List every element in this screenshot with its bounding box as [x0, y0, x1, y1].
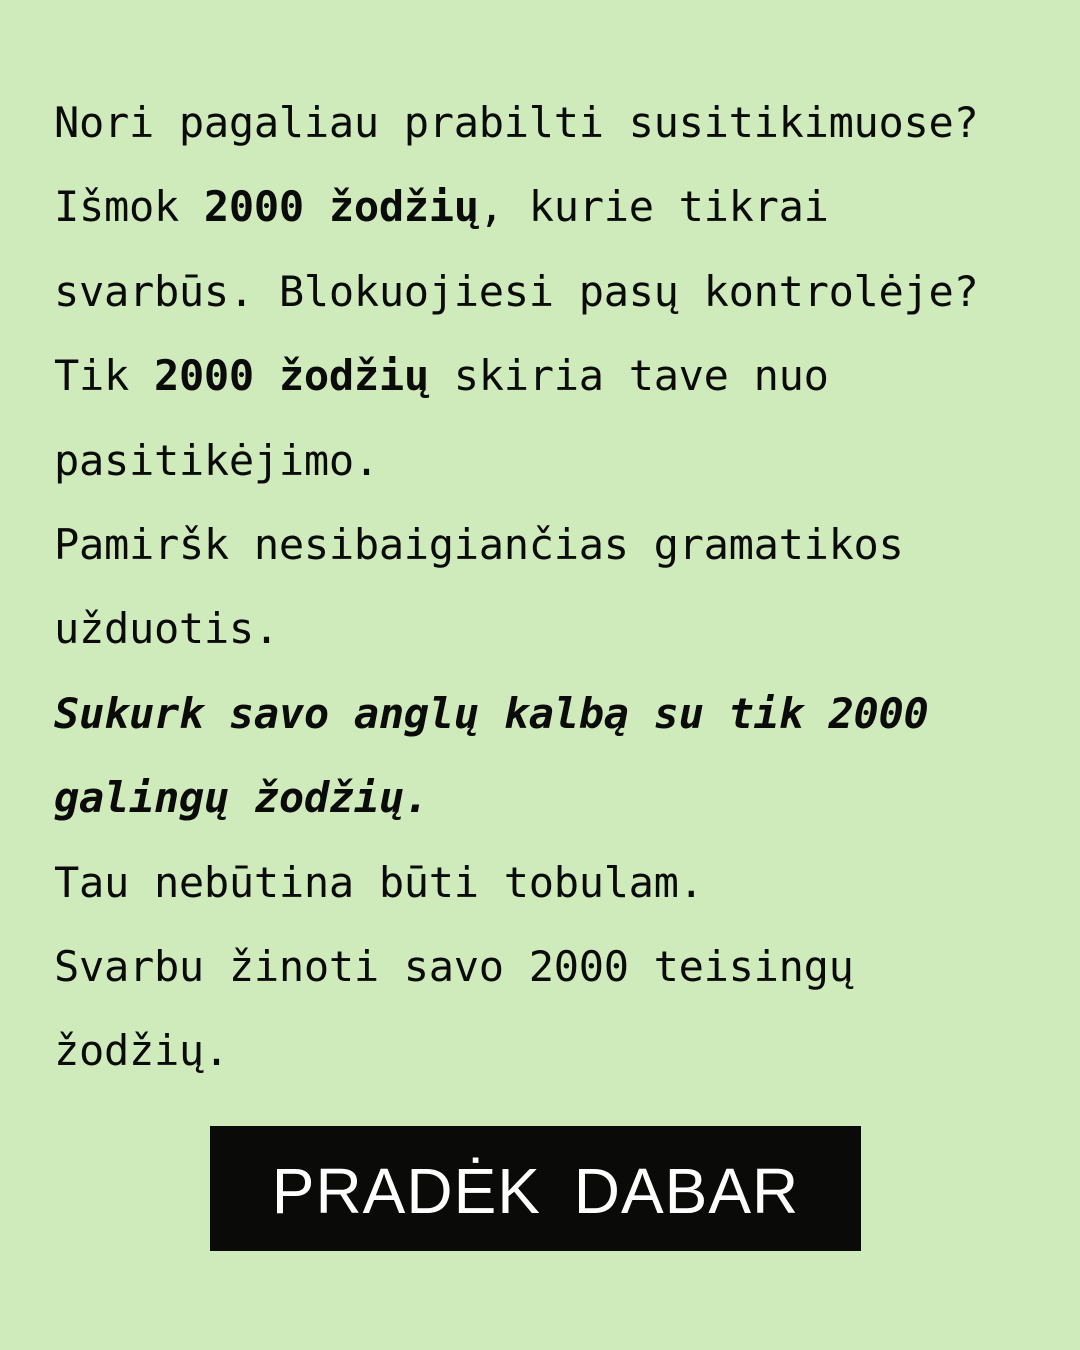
text-line: žodžių.	[54, 1026, 229, 1076]
text-line: Pamiršk nesibaigiančias gramatikos	[54, 519, 904, 569]
text-line: svarbūs. Blokuojiesi pasų kontrolėje?	[54, 266, 979, 316]
text-line: užduotis.	[54, 604, 279, 654]
highlight-words: 2000 žodžių	[153, 351, 429, 401]
text-line: Svarbu žinoti savo 2000 teisingų	[54, 941, 854, 991]
text-line: pasitikėjimo.	[54, 435, 379, 485]
text-line	[54, 165, 1034, 249]
text-line: Nori pagaliau prabilti susitikimuose?	[54, 98, 979, 147]
text-fragment: , kurie tikrai	[478, 182, 829, 232]
text-fragment: skiria tave nuo	[428, 351, 829, 401]
text-line: Tau nebūtina būti tobulam.	[54, 857, 704, 907]
highlight-words: 2000 žodžių	[203, 182, 479, 232]
text-fragment: Tik	[54, 351, 154, 401]
start-now-button[interactable]: PRADĖK DABAR	[210, 1126, 861, 1251]
emphasis-line: galingų žodžių.	[54, 773, 429, 823]
text-line	[54, 334, 1034, 418]
promo-text	[54, 81, 1034, 1094]
text-fragment: Išmok	[54, 182, 204, 232]
emphasis-line: Sukurk savo anglų kalbą su tik 2000	[54, 688, 929, 738]
